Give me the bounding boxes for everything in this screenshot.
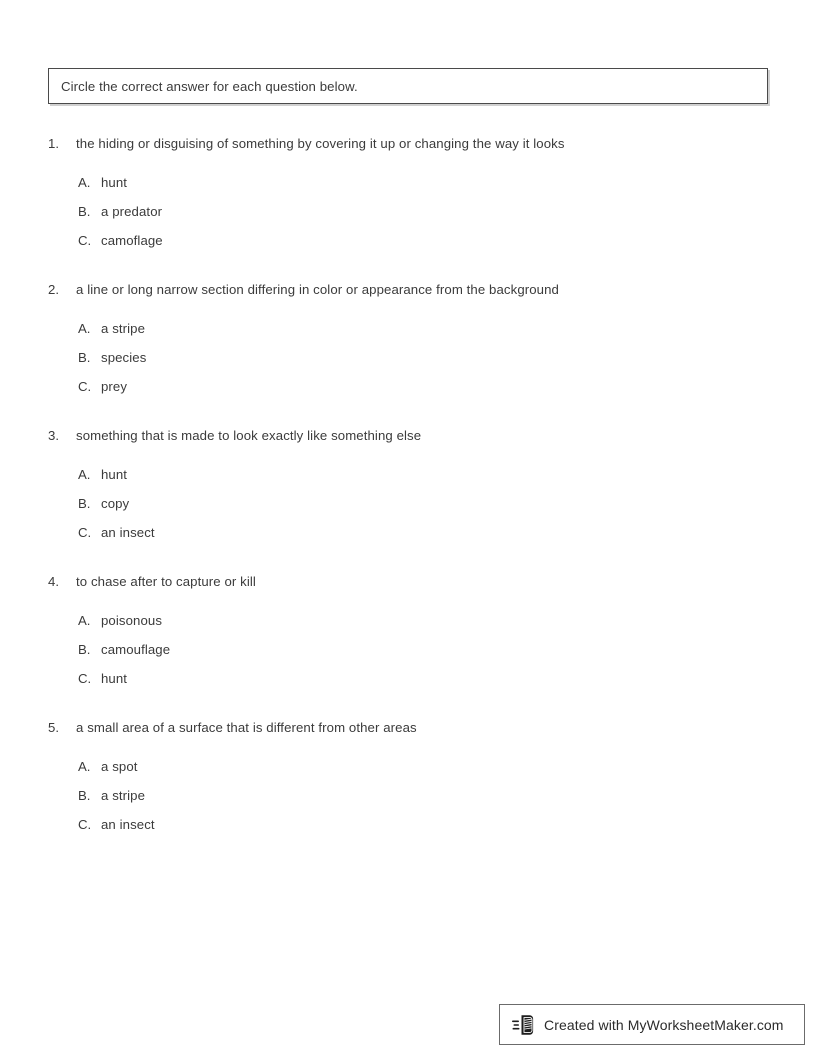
question-row	[0, 134, 816, 154]
option-letter: B.	[78, 496, 91, 511]
answer-option[interactable]	[0, 786, 816, 815]
option-letter: C.	[78, 233, 92, 248]
option-text: an insect	[101, 525, 155, 540]
answer-option[interactable]	[0, 377, 816, 406]
option-text: camouflage	[101, 642, 171, 657]
option-letter: A.	[78, 613, 91, 628]
answer-option[interactable]	[0, 523, 816, 552]
option-letter: C.	[78, 525, 92, 540]
option-text: a stripe	[101, 321, 146, 336]
answer-option[interactable]	[0, 494, 816, 523]
option-text: hunt	[101, 175, 128, 190]
option-text: poisonous	[101, 613, 163, 628]
worksheet-maker-logo-icon	[512, 1013, 538, 1037]
answer-option[interactable]	[0, 465, 816, 494]
option-list	[0, 173, 816, 260]
option-letter: B.	[78, 350, 91, 365]
answer-option[interactable]	[0, 348, 816, 377]
instruction-text: Circle the correct answer for each question below.	[61, 78, 358, 94]
answer-option[interactable]	[0, 611, 816, 640]
question-row	[0, 718, 816, 738]
option-text: copy	[101, 496, 130, 511]
option-letter: C.	[78, 817, 92, 832]
answer-option[interactable]	[0, 669, 816, 698]
answer-option[interactable]	[0, 640, 816, 669]
footer-text: Created with MyWorksheetMaker.com	[544, 1016, 784, 1033]
option-text: hunt	[101, 467, 128, 482]
option-letter: A.	[78, 467, 91, 482]
question-prompt: something that is made to look exactly like something else	[76, 428, 422, 443]
question-prompt: a line or long narrow section differing in color or appearance from the background	[76, 282, 559, 297]
answer-option[interactable]	[0, 173, 816, 202]
question-number: 3.	[48, 428, 59, 443]
answer-option[interactable]	[0, 319, 816, 348]
question-number: 2.	[48, 282, 59, 297]
question-block	[0, 718, 816, 844]
question-row	[0, 572, 816, 592]
question-prompt: the hiding or disguising of something by covering it up or changing the way it looks	[76, 136, 565, 151]
option-letter: C.	[78, 379, 92, 394]
option-list	[0, 611, 816, 698]
option-list	[0, 319, 816, 406]
option-list	[0, 465, 816, 552]
question-block	[0, 134, 816, 260]
answer-option[interactable]	[0, 202, 816, 231]
option-letter: B.	[78, 788, 91, 803]
question-prompt: to chase after to capture or kill	[76, 574, 256, 589]
question-block	[0, 426, 816, 552]
option-text: prey	[101, 379, 128, 394]
question-row	[0, 426, 816, 446]
option-text: camoflage	[101, 233, 163, 248]
footer-badge[interactable]	[499, 1004, 805, 1045]
option-text: a stripe	[101, 788, 146, 803]
option-text: an insect	[101, 817, 155, 832]
option-letter: A.	[78, 175, 91, 190]
question-prompt: a small area of a surface that is different from other areas	[76, 720, 417, 735]
question-block	[0, 280, 816, 406]
option-letter: A.	[78, 759, 91, 774]
question-list	[0, 134, 816, 864]
question-block	[0, 572, 816, 698]
option-text: hunt	[101, 671, 128, 686]
option-text: a predator	[101, 204, 163, 219]
answer-option[interactable]	[0, 815, 816, 844]
question-number: 5.	[48, 720, 59, 735]
question-row	[0, 280, 816, 300]
option-text: species	[101, 350, 147, 365]
option-text: a spot	[101, 759, 138, 774]
instruction-box	[48, 68, 768, 104]
question-number: 4.	[48, 574, 59, 589]
option-letter: B.	[78, 642, 91, 657]
option-list	[0, 757, 816, 844]
question-number: 1.	[48, 136, 59, 151]
answer-option[interactable]	[0, 231, 816, 260]
option-letter: A.	[78, 321, 91, 336]
option-letter: C.	[78, 671, 92, 686]
option-letter: B.	[78, 204, 91, 219]
answer-option[interactable]	[0, 757, 816, 786]
